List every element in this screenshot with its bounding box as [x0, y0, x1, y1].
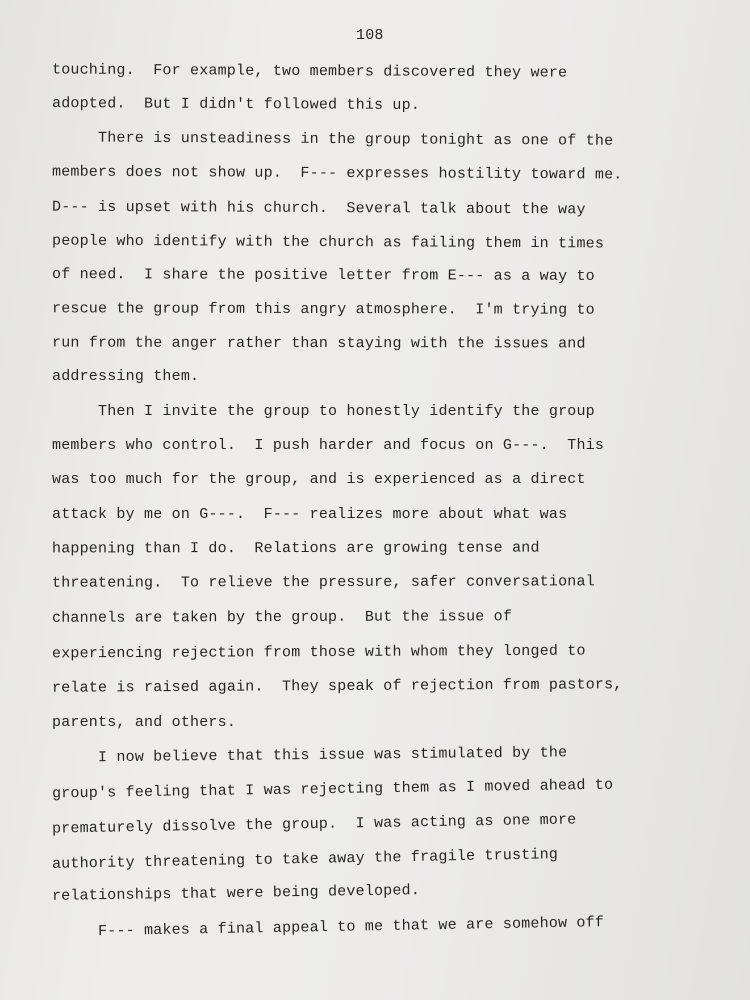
- text-line-16: threatening. To relieve the pressure, safer conversational: [51, 573, 595, 592]
- text-line-24: authority threatening to take away the fragile trusting: [51, 846, 559, 873]
- text-line-23: prematurely dissolve the group. I was acting as one more: [51, 811, 577, 838]
- text-line-18: experiencing rejection from those with whom they longed to: [51, 642, 586, 663]
- text-line-12: members who control. I push harder and focus on G---. This: [52, 437, 605, 454]
- text-line-17: channels are taken by the group. But the issue of: [51, 608, 513, 627]
- text-line-19: relate is raised again. They speak of rejection from pastors,: [51, 676, 623, 697]
- text-line-1: touching. For example, two members discovered they were: [51, 61, 568, 82]
- text-line-10: addressing them.: [52, 368, 200, 385]
- text-line-9: run from the anger rather than staying with the issues and: [51, 334, 586, 353]
- text-line-3: There is unsteadiness in the group tonight as one of the: [51, 129, 614, 150]
- text-line-7: of need. I share the positive letter from E--- as a way to: [51, 266, 595, 285]
- text-line-5: D--- is upset with his church. Several talk about the way: [51, 198, 586, 219]
- text-line-6: people who identify with the church as failing them in times: [51, 232, 605, 253]
- text-line-8: rescue the group from this angry atmosphere. I'm trying to: [51, 300, 595, 319]
- text-line-14: attack by me on G---. F--- realizes more about what was: [52, 506, 568, 523]
- text-line-2: adopted. But I didn't followed this up.: [51, 95, 421, 114]
- text-line-11: Then I invite the group to honestly identify the group: [52, 403, 595, 420]
- text-line-13: was too much for the group, and is experienced as a direct: [52, 471, 586, 488]
- text-line-21: I now believe that this issue was stimulated by the: [51, 744, 568, 767]
- page-number: 108: [356, 27, 384, 44]
- text-line-20: parents, and others.: [52, 714, 237, 731]
- text-line-25: relationships that were being developed.: [51, 882, 421, 905]
- text-line-4: members does not show up. F--- expresses hostility toward me.: [51, 163, 623, 184]
- text-line-15: happening than I do. Relations are growing tense and: [51, 539, 540, 558]
- text-line-26: F--- makes a final appeal to me that we are somehow off: [51, 914, 605, 941]
- text-line-22: group's feeling that I was rejecting them as I moved ahead to: [51, 776, 614, 803]
